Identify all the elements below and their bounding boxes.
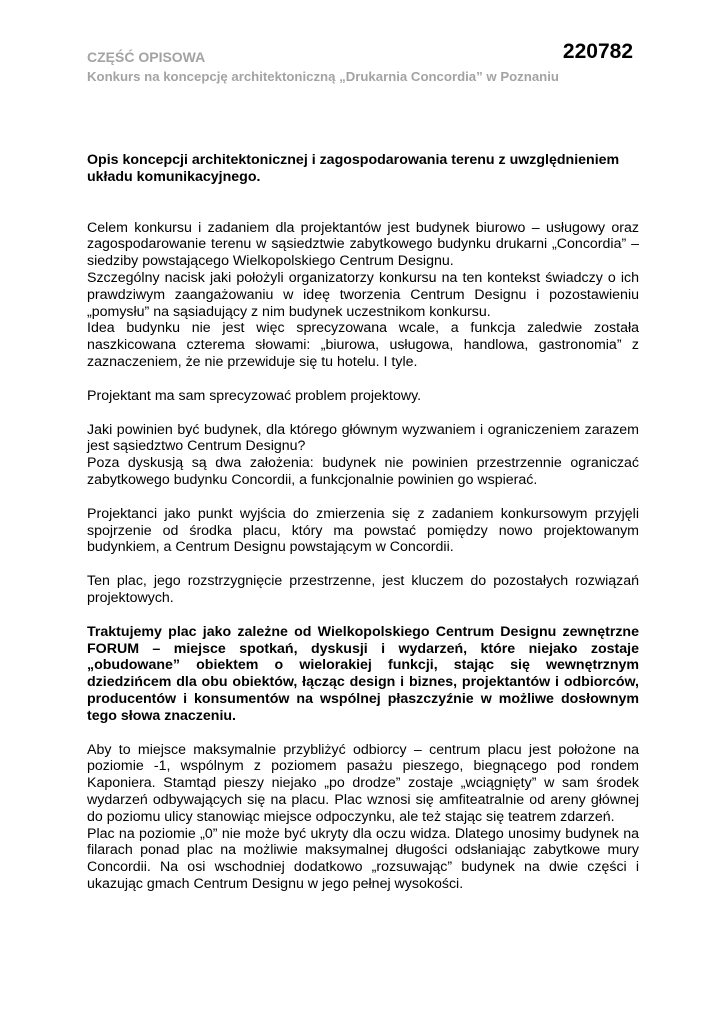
entry-code: 220782 (562, 40, 633, 63)
section-label: CZĘŚĆ OPISOWA (87, 49, 206, 65)
competition-title: Konkurs na koncepcję architektoniczną „Drukarnia Concordia” w Poznaniu (87, 69, 559, 84)
paragraph: Projektant ma sam sprecyzować problem projektowy. (87, 387, 422, 404)
paragraph: Ten plac, jego rozstrzygnięcie przestrzenne, jest kluczem do pozostałych rozwiązań projektowych. (87, 573, 639, 606)
paragraph: Poza dyskusją są dwa założenia: budynek nie powinien przestrzennie ograniczać zabytkowego budynku Concordii, a funkcjonalnie powinien go wspierać. (87, 455, 639, 488)
paragraph: Aby to miejsce maksymalnie przybliżyć odbiorcy – centrum placu jest położone na poziomie -1, wspólnym z poziomem pasażu pieszego, biegnącego pod rondem Kaponiera. Stamtąd pieszy niejako „po drodze” zostaje „wciągnięty” w sam środek wydarzeń odbywających się na placu. Plac wznosi się amfiteatralnie od areny głównej do poziomu ulicy stanowiąc miejsce odpoczynku, ale też stając się teatrem zdarzeń. (87, 741, 639, 825)
bold-paragraph: Traktujemy plac jako zależne od Wielkopolskiego Centrum Designu zewnętrzne FORUM – miejsce spotkań, dyskusji i wydarzeń, które niejako zostaje „obudowane” obiektem o wielorakiej funkcji, stając się wewnętrznym dziedzińcem dla obu obiektów, łącząc design i biznes, projektantów i odbiorców, producentów i konsumentów na wspólnej płaszczyźnie w możliwe dosłownym tego słowa znaczeniu. (87, 623, 639, 724)
section-heading: Opis koncepcji architektonicznej i zagospodarowania terenu z uwzględnieniem układu komunikacyjnego. (87, 152, 620, 185)
paragraph: Idea budynku nie jest więc sprecyzowana wcale, a funkcja zaledwie została naszkicowana czterema słowami: „biurowa, usługowa, handlowa, gastronomia” z zaznaczeniem, że nie przewiduje się tu hotelu. I tyle. (87, 320, 639, 370)
paragraph: Jaki powinien być budynek, dla którego głównym wyzwaniem i ograniczeniem zarazem jest sąsiedztwo Centrum Designu? (87, 421, 639, 455)
paragraph: Projektanci jako punkt wyjścia do zmierzenia się z zadaniem konkursowym przyjęli spojrzenie od środka placu, który ma powstać pomiędzy nowo projektowanym budynkiem, a Centrum Designu powstającym w Concordii. (87, 505, 639, 556)
document-header (87, 40, 639, 85)
paragraph: Celem konkursu i zadaniem dla projektantów jest budynek biurowo – usługowy oraz zagospodarowanie terenu w sąsiedztwie zabytkowego budynku drukarni „Concordia” – siedziby powstającego Wielkopolskiego Centrum Designu. (87, 219, 639, 270)
paragraph: Plac na poziomie „0” nie może być ukryty dla oczu widza. Dlatego unosimy budynek na filarach ponad plac na możliwie maksymalnej długości odsłaniając zabytkowe mury Concordii. Na osi wschodniej dodatkowo „rozsuwając” budynek na dwie części i ukazując gmach Centrum Designu w jego pełnej wysokości. (87, 825, 639, 892)
document-body (87, 152, 639, 893)
paragraph: Szczególny nacisk jaki położyli organizatorzy konkursu na ten kontekst świadczy o ich prawdziwym zaangażowaniu w ideę tworzenia Centrum Designu i pozostawieniu „pomysłu” na sąsiadujący z nim budynek uczestnikom konkursu. (87, 269, 639, 320)
